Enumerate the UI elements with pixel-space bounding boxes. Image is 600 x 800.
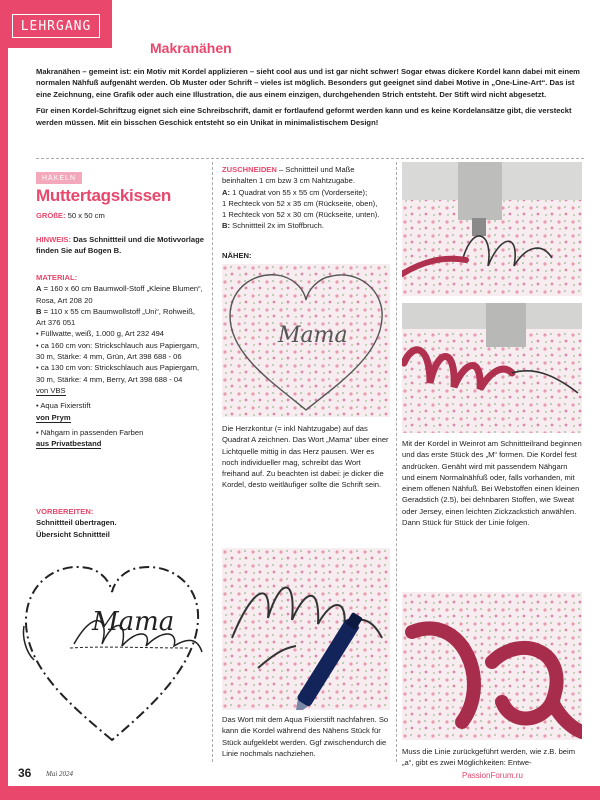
- sketch-word: Mama: [92, 607, 175, 637]
- size-line: [36, 210, 206, 221]
- material-item: B = 110 x 55 cm Baumwollstoff „Uni“, Rohweiß, Art 376 051: [36, 306, 196, 328]
- left-strip: [0, 48, 8, 800]
- overview-label: Übersicht Schnittteil: [36, 529, 110, 539]
- page-number: 36: [18, 766, 32, 780]
- supplier-prym: von Prym: [36, 412, 71, 422]
- material-item: • ca 160 cm von: Strickschlauch aus Papiergarn, 30 m, Stärke: 4 mm, Grün, Art 398 688 - 06: [36, 340, 200, 362]
- caption-step2: Das Wort mit dem Aqua Fixierstift nachfahren. So kann die Kordel während des Nähens Stück für Stück aufgeklebt werden. Ggf zwischendurch die Linie nochmals nachziehen.: [222, 715, 389, 758]
- project-heading: Muttertagskissen: [36, 186, 172, 205]
- caption-step1: Die Herzkontur (= inkl Nahtzugabe) auf das Quadrat A zeichnen. Das Wort „Mama“ über einer Lichtquelle mittig in das Herz pausen. Wer es noch individueller mag, schreibt das Wort freihand auf. Zu beachten ist dabei: je dicker die Kordel, desto weitläufiger sollte die Schrift sein.: [222, 424, 389, 490]
- section-label: LEHRGANG: [12, 14, 100, 38]
- divider: [36, 158, 584, 159]
- category-tag: HÄKELN: [36, 172, 82, 184]
- material-item: • Nähgarn in passenden Farben: [36, 427, 144, 437]
- photo-cord-closeup: [402, 592, 582, 740]
- intro-paragraph: Makranähen – gemeint ist: ein Motiv mit Kordel applizieren – sieht cool aus und ist gar nicht schwer! Sogar etwas dickere Kordel kann dabei mit einem normalen Nähfuß aufgenäht werden. Ob Muster oder Schrift – vieles ist möglich. Besonders gut geeignet sind dabei Motive in „One-Line-Art“. Das ist eine Zeichnung, eine Grafik oder auch eine Illustration, die aus einem einzigen, durchgehenden Strich entsteht. Der Stift wird nicht abgesetzt.: [36, 67, 580, 99]
- column-divider: [212, 162, 213, 762]
- cut-block: [222, 164, 390, 232]
- hint-label: HINWEIS:: [36, 235, 72, 244]
- intro-paragraph: Für einen Kordel-Schriftzug eignet sich eine Schreibschrift, damit er fortlaufend geformt werden kann und es keine Kordelansätze gibt, die versteckt werden müssen. Mit ein bisschen Geschick entsteht so ein Unikat in minimalistischem Design!: [36, 106, 572, 127]
- cut-item: 1 Rechteck von 52 x 35 cm (Rückseite, oben),: [222, 198, 378, 208]
- heart-outline: [26, 567, 198, 740]
- hint-block: [36, 234, 204, 257]
- size-value: 50 x 50 cm: [67, 211, 105, 220]
- photo-sewing-machine-1: [402, 162, 582, 296]
- sew-label: NÄHEN:: [222, 251, 252, 260]
- size-label: GRÖßE:: [36, 211, 66, 220]
- caption-step3: Mit der Kordel in Weinrot am Schnittteilrand beginnen und das erste Stück des „M“ formen. Die Kordel fest andrücken. Genäht wird mit passendem Nähgarn und einem Normalnähfuß oder, falls vorhanden, mit einem offenen Nähfuß. Bei Webstoffen einen kleinen Geradstich (2.5), bei dehnbaren Stoffen, wie Sweat oder Jersey, einen leichten Zickzackstich anwählen. Dann Stück für Stück der Linie folgen.: [402, 439, 582, 528]
- intro-text: [36, 66, 584, 133]
- cut-item: 1 Rechteck von 52 x 30 cm (Rückseite, unten).: [222, 210, 380, 220]
- photo-sewing-machine-2: [402, 303, 582, 433]
- page-title: Makranähen: [150, 40, 232, 56]
- bottom-bar: [0, 786, 600, 800]
- prepare-label: VORBEREITEN:: [36, 507, 94, 516]
- prepare-block: [36, 506, 204, 540]
- material-item: • Aqua Fixierstift: [36, 401, 91, 411]
- issue-date: Mai 2024: [46, 770, 74, 778]
- cut-item: A: 1 Quadrat von 55 x 55 cm (Vorderseite);: [222, 187, 368, 197]
- caption-step4: Muss die Linie zurückgeführt werden, wie z.B. beim „a“, gibt es zwei Möglichkeiten: Entwe-: [402, 747, 576, 768]
- supplier-privat: aus Privatbestand: [36, 439, 102, 449]
- material-item: • ca 130 cm von: Strickschlauch aus Papiergarn, 30 m, Stärke: 4 mm, Berry, Art 398 688 - 04: [36, 363, 200, 384]
- photo-marker-tracing: [222, 548, 390, 710]
- material-item: • Füllwatte, weiß, 1.000 g, Art 232 494: [36, 329, 165, 339]
- cut-label: ZUSCHNEIDEN: [222, 165, 277, 174]
- heart-pattern-sketch: [14, 548, 210, 748]
- cut-text: – Schnittteil und Maße beinhalten 1 cm bzw 3 cm Nahtzugabe.: [222, 165, 355, 186]
- material-item: A = 160 x 60 cm Baumwoll-Stoff „Kleine Blumen“, Rosa, Art 208 20: [36, 284, 203, 305]
- hint-text: Das Schnittteil und die Motivvorlage finden Sie auf Bogen B.: [36, 235, 204, 256]
- prepare-text: Schnittteil übertragen.: [36, 518, 117, 528]
- material-block: [36, 272, 204, 449]
- site-watermark: PassionForum.ru: [462, 771, 523, 780]
- heart-word: Mama: [278, 323, 348, 348]
- supplier-vbs: von VBS: [36, 385, 66, 395]
- photo-heart-on-fabric: [222, 264, 390, 417]
- cut-item: B: Schnittteil 2x im Stoffbruch.: [222, 221, 324, 231]
- material-label: MATERIAL:: [36, 273, 78, 282]
- column-divider: [396, 162, 397, 762]
